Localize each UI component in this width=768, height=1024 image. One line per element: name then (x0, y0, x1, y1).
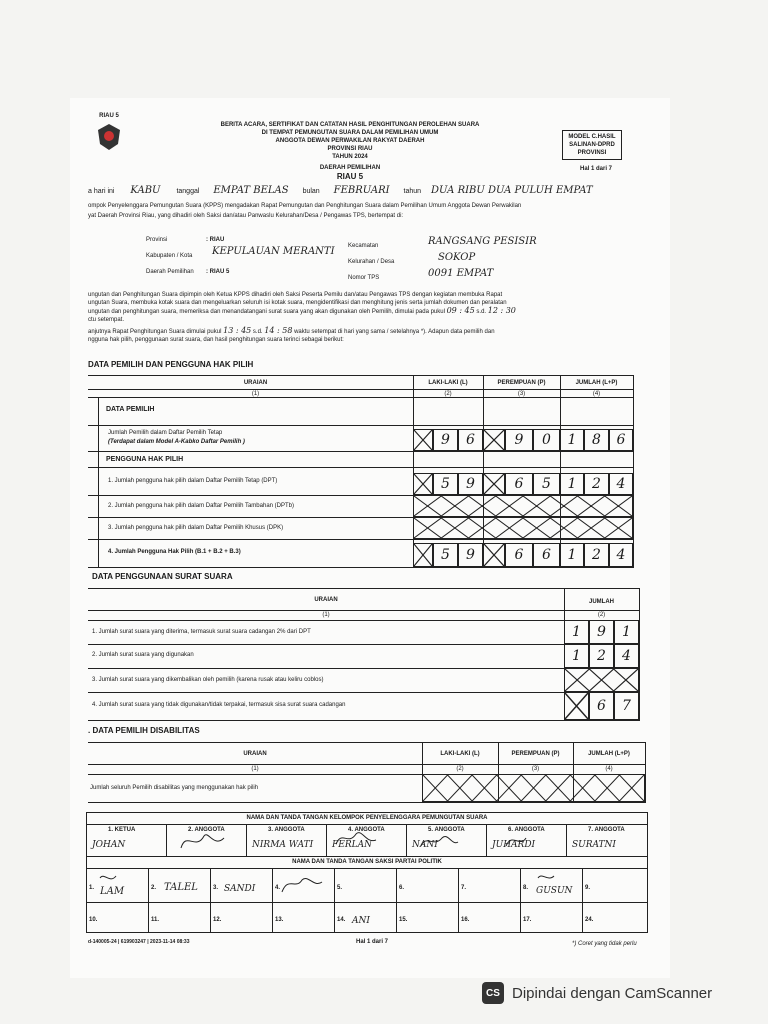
footer-page: Hal 1 dari 7 (356, 939, 389, 945)
disabilitas-crossed-boxes (422, 774, 645, 802)
r2-hundreds: 1 (564, 644, 589, 668)
b1-l-tens: 5 (433, 473, 458, 495)
page-top: Hal 1 dari 7 (580, 166, 613, 172)
kpps-signature-scribbles (86, 826, 648, 856)
dpt-p-units: 0 (533, 429, 560, 451)
intro-line-2: ompok Penyelenggara Pemungutan Suara (KPPS) mengadakan Rapat Pemungutan dan Penghitungan Suara dalam Pemilihan Umum Anggota Dewan Perwakilan (88, 203, 522, 209)
b4-j-hundreds: 1 (560, 543, 584, 567)
section-b-table: URAIAN JUMLAH (1) (2) 1. Jumlah surat suara yang diterima, termasuk surat suara cadangan 2% dari DPT 2. Jumlah surat suara yang digunakan 3. Jumlah surat suara yang dikembalikan oleh pemilih (karena rusak atau keliru coblos) 4. Jumlah surat suara yang tidak digunakan/tidak terpakai, termasuk sisa surat suara cadangan 1 9 1 1 2 4 6 7 (88, 588, 640, 722)
dpt-l-tens: 9 (433, 429, 458, 451)
footer-note: *) Coret yang tidak perlu (572, 941, 637, 947)
b4-p-units: 6 (533, 543, 560, 567)
crossed-box (564, 692, 589, 720)
kpu-logo (92, 112, 126, 158)
r4-tens: 6 (589, 692, 614, 720)
saksi-signature-scribbles (86, 870, 648, 900)
intro-line-3: yat Daerah Provinsi Riau, yang dihadiri oleh Saksi dan/atau Panwaslu Kelurahan/Desa / Pengawas TPS, bertempat di: (88, 213, 404, 219)
r1-tens: 9 (589, 620, 614, 644)
section-b-title: DATA PENGGUNAAN SURAT SUARA (92, 572, 233, 581)
b3-crossed-boxes (413, 517, 633, 539)
garuda-icon (92, 120, 126, 154)
section-a-table: URAIAN LAKI-LAKI (L) PEREMPUAN (P) JUMLAH (L+P) (1) (2) (3) (4) DATA PEMILIH Jumlah Pemilih dalam Daftar Pemilih Tetap (Terdapat dalam Model A-Kabko Daftar Pemilih ) PENGGUNA HAK PILIH 1. Jumlah pengguna hak pilih dalam Daftar Pemilih Tetap (DPT) 2. Jumlah pengguna hak pilih dalam Daftar Pemilih Tambahan (DPTb) 3. Jumlah pengguna hak pilih dalam Daftar Pemilih Khusus (DPK) 4. Jumlah Pengguna Hak Pilih (B.1 + B.2 + B.3) 9 6 9 0 1 8 6 5 9 6 5 1 2 4 5 9 6 6 1 2 4 (88, 375, 634, 570)
b1-j-units: 4 (609, 473, 633, 495)
b4-l-tens: 5 (433, 543, 458, 567)
dpt-j-units: 6 (609, 429, 633, 451)
document-title: BERITA ACARA, SERTIFIKAT DAN CATATAN HASIL PENGHITUNGAN PEROLEHAN SUARA DI TEMPAT PEMUNGUTAN SUARA DALAM PEMILIHAN UMUM ANGGOTA DEWAN PERWAKILAN RAKYAT DAERAH PROVINSI RIAU TAHUN 2024 DAERAH PEMILIHAN RIAU 5 (220, 122, 480, 181)
logo-text: RIAU 5 (99, 113, 119, 119)
dpt-j-tens: 8 (584, 429, 609, 451)
section-c-title: . DATA PEMILIH DISABILITAS (88, 726, 200, 735)
camscanner-badge (482, 982, 712, 1004)
crossed-box (413, 543, 433, 567)
signature-block: NAMA DAN TANDA TANGAN KELOMPOK PENYELENGGARA PEMUNGUTAN SUARA NAMA DAN TANDA TANGAN SAKSI PARTAI POLITIK 1. KETUA 2. ANGGOTA 3. ANGGOTA 4. ANGGOTA 5. ANGGOTA 6. ANGGOTA 7. ANGGOTA JOHAN NIRMA WATI FERLAN NANI JUHARDI SURATNI 1. 2. 3. 4. 5. 6. 7. 8. 9. LAM TALEL SANDI GUSUN 10. 11. 12. 13. 14. 15. 16. 17. 24. ANI (86, 812, 648, 934)
b1-p-tens: 6 (505, 473, 533, 495)
crossed-box (413, 429, 433, 451)
location-block: Provinsi : RIAU Kabupaten / Kota KEPULAUAN MERANTI Daerah Pemilihan : RIAU 5 Kecamatan RANGSANG PESISIR Kelurahan / Desa SOKOP Nomor TPS 0091 EMPAT (146, 236, 537, 281)
crossed-box (483, 473, 505, 495)
camscanner-icon: CS (482, 982, 504, 1004)
section-c-table: URAIAN LAKI-LAKI (L) PEREMPUAN (P) JUMLAH (L+P) (1) (2) (3) (4) Jumlah seluruh Pemilih disabilitas yang menggunakan hak pilih (88, 742, 646, 804)
section-a-title: DATA PEMILIH DAN PENGGUNA HAK PILIH (88, 360, 254, 369)
dpt-j-hundreds: 1 (560, 429, 584, 451)
b4-p-tens: 6 (505, 543, 533, 567)
r2-units: 4 (614, 644, 639, 668)
b4-j-tens: 2 (584, 543, 609, 567)
b4-l-units: 9 (458, 543, 483, 567)
r1-units: 1 (614, 620, 639, 644)
r1-hundreds: 1 (564, 620, 589, 644)
intro-line-1: a hari ini KABU tanggal EMPAT BELAS bulan FEBRUARI tahun DUA RIBU DUA PULUH EMPAT (88, 185, 593, 196)
b1-l-units: 9 (458, 473, 483, 495)
r3-crossed-boxes (564, 668, 639, 692)
crossed-box (483, 543, 505, 567)
crossed-box (483, 429, 505, 451)
b1-p-units: 5 (533, 473, 560, 495)
footer-code: d-140005-24 | 619903247 | 2023-11-14 08:33 (88, 939, 190, 945)
b1-j-tens: 2 (584, 473, 609, 495)
dpt-p-tens: 9 (505, 429, 533, 451)
b2-crossed-boxes (413, 495, 633, 517)
b1-j-hundreds: 1 (560, 473, 584, 495)
crossed-box (413, 473, 433, 495)
proceedings-text: ungutan dan Penghitungan Suara dipimpin oleh Ketua KPPS dihadiri oleh Saksi Peserta Pemilu dan/atau Pengawas TPS dengan kegiatan membuka Rapat ungutan Suara, membuka kotak suara dan mengeluarkan seluruh isi kotak suara, mengidentifikasi dan menghitung jenis serta jumlah dokumen dan peralatan ungutan dan penghitungan suara, memeriksa dan menandatangani surat suara yang akan digunakan oleh Pemilih, dimulai pada pukul 09 : 45 s.d. 12 : 30 ctu setempat. anjutnya Rapat Penghitungan Suara dimulai pukul 13 : 45 s.d. 14 : 58 waktu setempat di hari yang sama / setelahnya *). Adapun data pemilih dan ngguna hak pilih, penggunaan surat suara, dan hasil penghitungan suara terinci sebagai berikut: (88, 292, 516, 343)
model-box: MODEL C.HASIL SALINAN-DPRD PROVINSI (562, 130, 622, 160)
r2-tens: 2 (589, 644, 614, 668)
r4-units: 7 (614, 692, 639, 720)
b4-j-units: 4 (609, 543, 633, 567)
dpt-l-units: 6 (458, 429, 483, 451)
camscanner-label: Dipindai dengan CamScanner (512, 984, 713, 1002)
